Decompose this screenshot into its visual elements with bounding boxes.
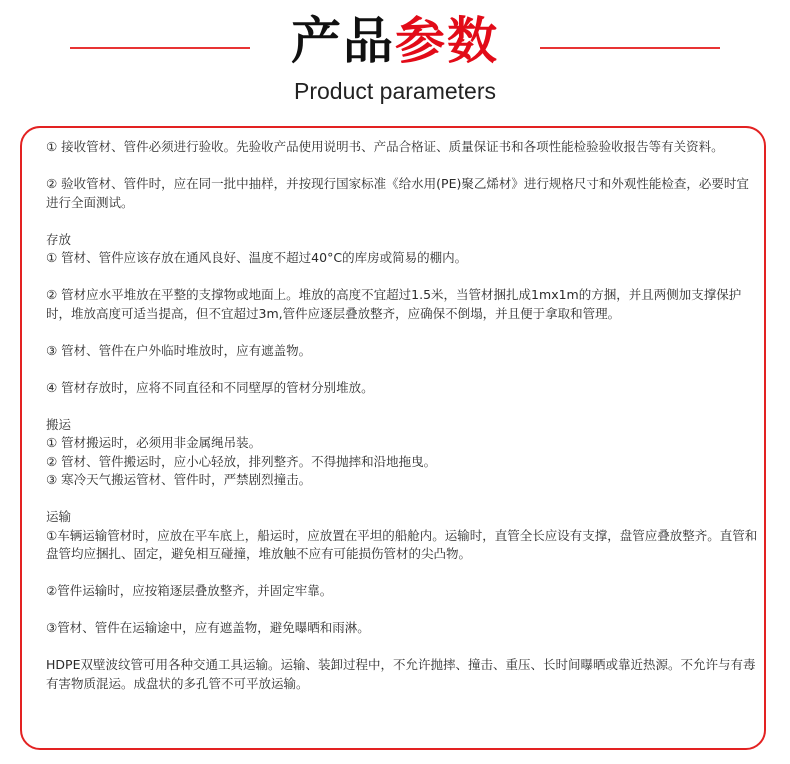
transport-note: HDPE双壁波纹管可用各种交通工具运输。运输、装卸过程中，不允许抛摔、撞击、重压、长时间曝晒或靠近热源。不允许与有毒有害物质混运。成盘状的多孔管不可平放运输。 [46,657,756,691]
handling-paragraph-2: ② 管材、管件搬运时，应小心轻放，排列整齐。不得抛摔和沿地拖曳。 [46,453,437,469]
handling-paragraph-1: ① 管材搬运时，必须用非金属绳吊装。 [46,435,262,450]
storage-paragraph-1: ① 管材、管件应该存放在通风良好、温度不超过40°C的库房或简易的棚内。 [46,250,468,265]
storage-paragraph-2: ② 管材应水平堆放在平整的支撑物或地面上。堆放的高度不宜超过1.5米，当管材捆扎成1mx1m的方捆，并且两侧加支撑保护时，堆放高度可适当提高，但不宜超过3m,管件应逐层叠放整齐，应确保不倒塌，并且便于拿取和管理。 [46,287,742,321]
page-title-part1: 产品 [291,12,395,70]
handling-paragraph-3: ③ 寒冷天气搬运管材、管件时，严禁剧烈撞击。 [46,472,312,487]
page-title [0,6,790,76]
storage-paragraph-3: ③ 管材、管件在户外临时堆放时，应有遮盖物。 [46,342,312,358]
page-subtitle: Product parameters [294,78,496,104]
storage-paragraph-4: ④ 管材存放时，应将不同直径和不同壁厚的管材分别堆放。 [46,379,374,395]
page-title-part2: 参数 [395,12,499,70]
header [0,0,790,120]
handling-heading: 搬运 [46,416,72,432]
transport-paragraph-3: ③管材、管件在运输途中，应有遮盖物，避免曝晒和雨淋。 [46,620,370,635]
acceptance-paragraph-2: ② 验收管材、管件时，应在同一批中抽样，并按现行国家标准《给水用(PE)聚乙烯材》进行规格尺寸和外观性能检查，必要时宜进行全面测试。 [46,176,749,210]
transport-paragraph-1: ①车辆运输管材时，应放在平车底上，船运时，应放置在平坦的船舱内。运输时，直管全长应设有支撑，盘管应叠放整齐。直管和盘管均应捆扎、固定，避免相互碰撞，堆放触不应有可能损伤管材的尖凸物。 [46,527,758,561]
acceptance-paragraph-1: ① 接收管材、管件必须进行验收。先验收产品使用说明书、产品合格证、质量保证书和各项性能检验验收报告等有关资料。 [46,139,724,154]
transport-heading: 运输 [46,509,72,524]
parameters-content [46,138,758,693]
storage-heading: 存放 [46,231,72,247]
transport-paragraph-2: ②管件运输时，应按箱逐层叠放整齐，并固定牢靠。 [46,583,333,598]
parameters-panel [20,126,766,750]
